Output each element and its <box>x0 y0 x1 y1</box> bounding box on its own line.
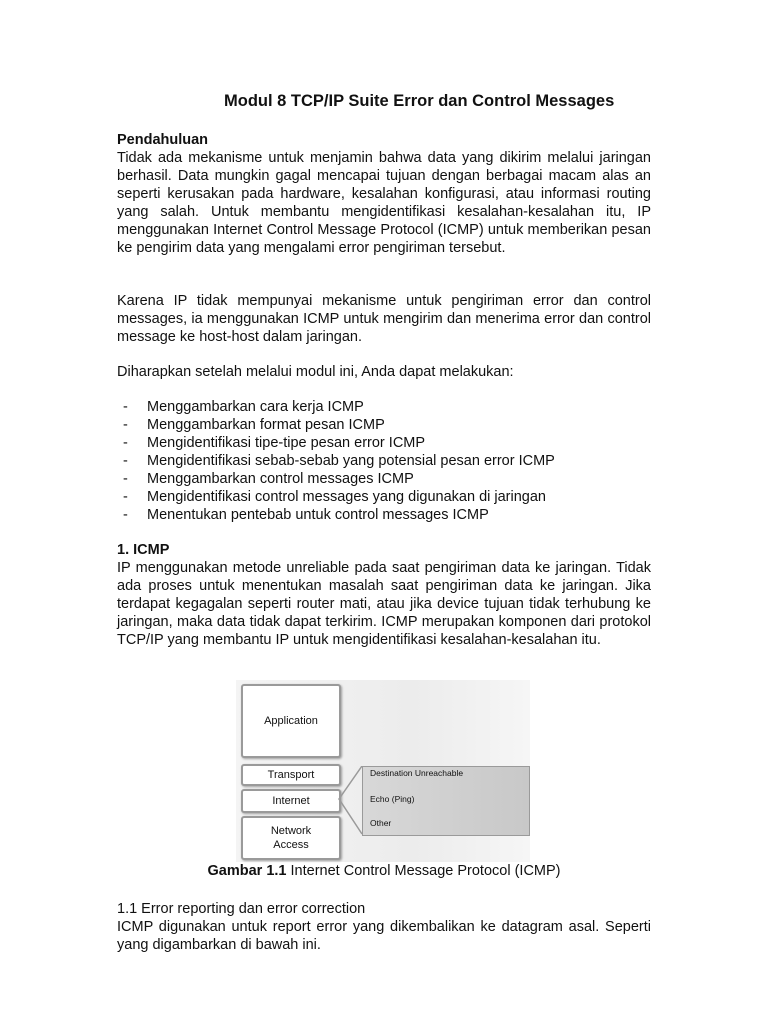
icmp-figure <box>236 680 530 862</box>
section-1-paragraph: IP menggunakan metode unreliable pada saat pengiriman data ke jaringan. Tidak ada proses untuk menentukan masalah saat pengiriman data ke jaringan. Jika terdapat kegagalan seperti router mati, atau jika device tujuan tidak terhubung ke jaringan, maka data tidak dapat terkirim. ICMP merupakan komponen dari protokol TCP/IP yang membantu IP untuk mengidentifikasi kesalahan-kesalahan itu. <box>117 560 651 648</box>
list-item: - Mengidentifikasi tipe-tipe pesan error ICMP <box>123 435 426 451</box>
icmp-echo-ping: Echo (Ping) <box>370 794 415 804</box>
figure-caption-label: Gambar 1.1 <box>207 863 287 879</box>
list-item: - Menggambarkan control messages ICMP <box>123 471 414 487</box>
objectives-list <box>117 398 651 524</box>
icmp-other: Other <box>370 818 392 828</box>
layer-internet: Internet <box>241 789 341 813</box>
figure-caption <box>117 863 651 879</box>
list-item: - Menggambarkan cara kerja ICMP <box>123 399 364 415</box>
list-item: - Mengidentifikasi sebab-sebab yang potensial pesan error ICMP <box>123 453 555 469</box>
page-title: Modul 8 TCP/IP Suite Error dan Control Messages <box>224 92 615 110</box>
section-1-1-paragraph: ICMP digunakan untuk report error yang dikembalikan ke datagram asal. Seperti yang digambarkan di bawah ini. <box>117 919 651 953</box>
intro-heading: Pendahuluan <box>117 132 209 148</box>
intro-paragraph-1: Tidak ada mekanisme untuk menjamin bahwa data yang dikirim melalui jaringan berhasil. Data mungkin gagal mencapai tujuan dengan berbagai macam alas an seperti kerusakan pada hardware, kesalahan konfigurasi, atau informasi routing yang salah. Untuk membantu mengidentifikasi kesalahan-kesalahan itu, IP menggunakan Internet Control Message Protocol (ICMP) untuk memberikan pesan ke pengirim data yang mengalami error pengiriman tersebut. <box>117 150 651 256</box>
figure-caption-text: Internet Control Message Protocol (ICMP) <box>286 863 561 879</box>
layer-network-access: Network Access <box>241 816 341 860</box>
layer-transport: Transport <box>241 764 341 786</box>
intro-paragraph-3: Diharapkan setelah melalui modul ini, Anda dapat melakukan: <box>117 364 514 380</box>
section-1-heading: 1. ICMP <box>117 542 170 558</box>
list-item: - Menentukan pentebab untuk control messages ICMP <box>123 507 489 523</box>
list-item: - Mengidentifikasi control messages yang digunakan di jaringan <box>123 489 546 505</box>
icmp-destination-unreachable: Destination Unreachable <box>370 768 464 778</box>
layer-application: Application <box>241 684 341 758</box>
section-1-1-heading: 1.1 Error reporting dan error correction <box>117 901 366 917</box>
intro-paragraph-2: Karena IP tidak mempunyai mekanisme untuk pengiriman error dan control messages, ia menggunakan ICMP untuk mengirim dan menerima error dan control message ke host-host dalam jaringan. <box>117 293 651 345</box>
list-item: - Menggambarkan format pesan ICMP <box>123 417 385 433</box>
